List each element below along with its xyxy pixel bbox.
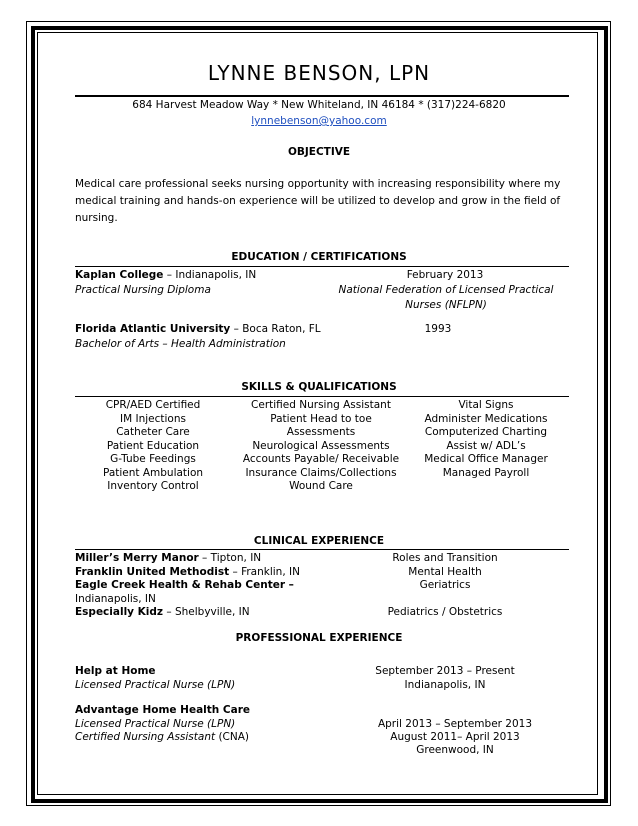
clinical-entry-2-rotation: Mental Health xyxy=(408,566,482,578)
job-2-dates-1: April 2013 – September 2013 xyxy=(377,718,533,730)
job-2-employer: Advantage Home Health Care xyxy=(75,704,250,716)
job-1-location: Indianapolis, IN xyxy=(404,679,486,691)
skill-item: Vital Signs xyxy=(458,399,514,411)
objective-title: OBJECTIVE xyxy=(287,146,351,158)
skill-item: Medical Office Manager xyxy=(424,453,548,465)
skill-item: G-Tube Feedings xyxy=(110,453,196,465)
skill-item: Administer Medications xyxy=(424,412,548,425)
clinical-entry-4: Especially Kidz – Shelbyville, IN xyxy=(75,606,250,618)
skills-column-3 xyxy=(412,399,560,480)
education-entry-1-degree: Practical Nursing Diploma xyxy=(75,284,211,296)
education-entry-2-degree: Bachelor of Arts – Health Administration xyxy=(75,338,286,350)
email-link[interactable]: lynnebenson@yahoo.com xyxy=(251,115,387,127)
skill-item: Inventory Control xyxy=(107,480,199,492)
education-entry-1-detail: National Federation of Licensed Practical xyxy=(338,284,554,296)
education-entry-1-school: Kaplan College – Indianapolis, IN xyxy=(75,269,257,281)
skills-title: SKILLS & QUALIFICATIONS xyxy=(241,381,397,393)
education-entry-2-school: Florida Atlantic University – Boca Raton, FL xyxy=(75,323,321,335)
skills-column-2 xyxy=(236,399,406,494)
email-line xyxy=(0,115,638,127)
education-entry-1-date: February 2013 xyxy=(406,269,484,281)
job-1-dates: September 2013 – Present xyxy=(375,665,515,677)
clinical-divider xyxy=(75,549,569,550)
clinical-entry-1: Miller’s Merry Manor – Tipton, IN xyxy=(75,552,262,564)
education-title: EDUCATION / CERTIFICATIONS xyxy=(231,251,407,263)
clinical-entry-3-rotation: Geriatrics xyxy=(419,579,471,591)
skill-item: Patient Head to toe xyxy=(270,412,372,425)
clinical-entry-4-rotation: Pediatrics / Obstetrics xyxy=(387,606,503,618)
job-1-employer: Help at Home xyxy=(75,665,156,677)
education-entry-2-date: 1993 xyxy=(424,323,452,335)
job-2-role-1: Licensed Practical Nurse (LPN) xyxy=(75,718,236,730)
job-2-role-2: Certified Nursing Assistant (CNA) xyxy=(75,731,250,743)
job-2-dates-2: August 2011– April 2013 xyxy=(390,731,520,743)
skills-divider xyxy=(75,396,569,397)
clinical-entry-2: Franklin United Methodist – Franklin, IN xyxy=(75,566,300,578)
job-1-role: Licensed Practical Nurse (LPN) xyxy=(75,679,236,691)
clinical-title: CLINICAL EXPERIENCE xyxy=(253,535,385,547)
skills-column-1 xyxy=(78,399,228,494)
job-2-location: Greenwood, IN xyxy=(416,744,494,756)
skill-item: Assist w/ ADL’s xyxy=(446,439,526,452)
skill-item: Patient Education xyxy=(106,439,200,452)
header-divider xyxy=(75,95,569,97)
skill-item: Insurance Claims/Collections xyxy=(245,466,397,479)
skill-item: Wound Care xyxy=(289,480,353,492)
skill-item: Catheter Care xyxy=(116,426,190,438)
skill-item: Certified Nursing Assistant xyxy=(251,399,391,411)
skill-item: IM Injections xyxy=(120,412,186,425)
education-divider xyxy=(75,266,569,267)
skill-item: Managed Payroll xyxy=(442,466,530,479)
skill-item: Patient Ambulation xyxy=(102,466,204,479)
objective-text: Medical care professional seeks nursing opportunity with increasing responsibility where my medical training and hands-on experience will be utilized to develop and grow in the field of nursing. xyxy=(75,178,561,224)
candidate-name: LYNNE BENSON, LPN xyxy=(207,61,431,85)
skill-item: Computerized Charting xyxy=(424,426,548,438)
skill-item: Assessments xyxy=(286,426,356,438)
clinical-entry-1-rotation: Roles and Transition xyxy=(392,552,498,564)
skill-item: Accounts Payable/ Receivable xyxy=(242,453,400,465)
clinical-entry-3: Eagle Creek Health & Rehab Center – xyxy=(75,579,294,591)
skill-item: CPR/AED Certified xyxy=(105,399,201,411)
clinical-entry-3-location: Indianapolis, IN xyxy=(75,593,156,605)
skill-item: Neurological Assessments xyxy=(252,439,390,452)
contact-line: 684 Harvest Meadow Way * New Whiteland, IN 46184 * (317)224-6820 xyxy=(132,99,506,111)
education-entry-1-detail-2: Nurses (NFLPN) xyxy=(405,299,487,311)
professional-title: PROFESSIONAL EXPERIENCE xyxy=(235,632,403,644)
